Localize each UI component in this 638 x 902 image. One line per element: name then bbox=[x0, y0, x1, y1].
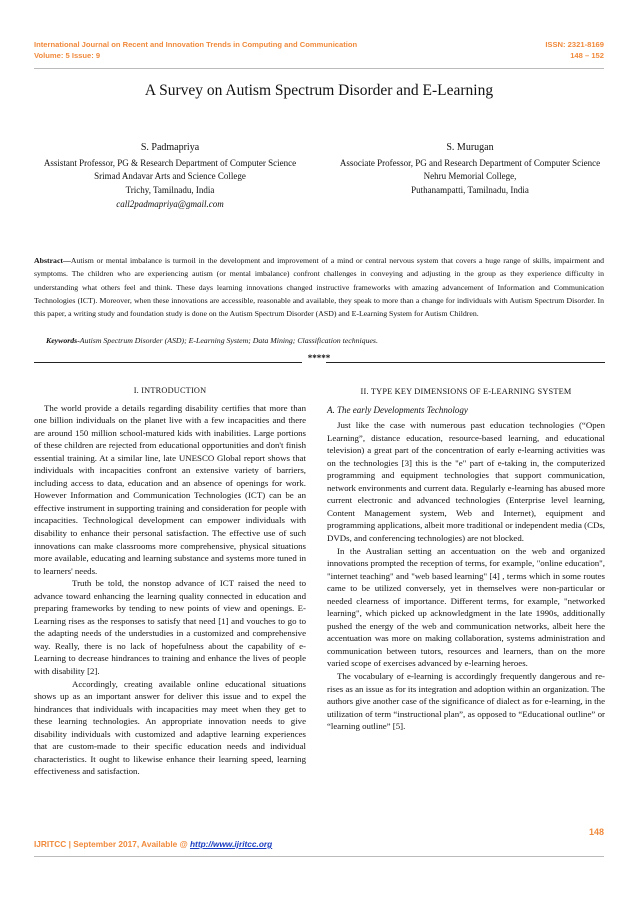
header-rule bbox=[34, 68, 604, 69]
abstract bbox=[34, 254, 604, 320]
author-institution: Nehru Memorial College, bbox=[423, 171, 517, 182]
paper-title: A Survey on Autism Spectrum Disorder and E-Learning bbox=[144, 82, 494, 99]
separator-rule-right bbox=[326, 362, 605, 363]
journal-header-right bbox=[545, 39, 604, 61]
section-heading-introduction: I. INTRODUCTION bbox=[133, 386, 207, 395]
author-affiliation: Associate Professor, PG and Research Department of Computer Science bbox=[339, 157, 601, 168]
author-location: Trichy, Tamilnadu, India bbox=[125, 185, 215, 196]
author-name: S. Murugan bbox=[446, 142, 494, 153]
author-name: S. Padmapriya bbox=[140, 142, 200, 153]
section2-paragraph-2: In the Australian setting an accentuation on the web and organized innovations prompted the reception of terms, for example, "online education", "internet teaching" and "web based learning" [4] , terms which in some routes came to be utilized conversely, yet in themselves were non-particular or needed clearness of importance. Different terms, for example, "networked learning", which picked up acknowledgment in the late 1990s, additionally pushed the energy of the web and communication networks, albeit here the accentuation was more on making collaboration, systems administration and communication between tutors, resources and learners, than on the more varied scope of exercises advanced by e-learning heroes. bbox=[327, 545, 605, 669]
left-column bbox=[34, 385, 306, 778]
author-institution: Srimad Andavar Arts and Science College bbox=[94, 171, 246, 182]
intro-paragraph-3: Accordingly, creating available online educational situations shows up as an important answer for deliver this issue and to expel the hindrances that individuals with incapacities may meet when they get to these learning technologies. An appropriate innovation needs to give disability individuals with customized and adaptive learning experiences that are custom-made to their specific education needs and individual characteristics. It ought to likewise enhance their learning speed, learning effectiveness and satisfaction. bbox=[34, 678, 306, 777]
right-column bbox=[327, 386, 605, 733]
keywords-label: Keywords- bbox=[46, 336, 80, 345]
footer-link[interactable]: http://www.ijritcc.org bbox=[189, 839, 273, 849]
journal-issn: ISSN: 2321-8169 bbox=[545, 40, 604, 49]
journal-name: International Journal on Recent and Innovation Trends in Computing and Communication bbox=[34, 40, 358, 49]
footer-rule bbox=[34, 856, 604, 857]
section2-paragraph-1: Just like the case with numerous past education technologies (“Open Learning”, distance education, resource-based learning, and educational television) a great part of the concentration of early e-learning activities was on the technologies [3] this is the "e" part of e-taking in, the computerized programming and equipment technologies that support communication, network environments and current data. Regularly e-learning has abused more current electronic and advanced technologies (Enterprise level learning, Content Management system, Web and Internet), equipment and programming applications, albeit more traditional or independent media (CDs, DVDs, and conferencing technologies) are not blocked. bbox=[327, 420, 606, 544]
footer-text: IJRITCC | September 2017, Available @ bbox=[34, 839, 190, 849]
author-location: Puthanampatti, Tamilnadu, India bbox=[411, 185, 529, 196]
journal-header-left bbox=[34, 39, 357, 61]
author-block-1 bbox=[34, 141, 306, 212]
journal-pages: 148 – 152 bbox=[570, 51, 604, 60]
author-email: call2padmapriya@gmail.com bbox=[116, 198, 224, 209]
intro-paragraph-2: Truth be told, the nonstop advance of ICT raised the need to advance toward enhancing the learning quality connected in education and preparing frameworks by tending to new points of view and openings. E-Learning rises as the responses to satisfy that need [1] and vouches to go to the adapting needs of the understudies in a customized and comprehensive way. Really, there is no lack of hopefulness about the capability of e-Learning to decrease hindrances to training and enhance the lives of people with disability [2]. bbox=[34, 578, 306, 677]
keywords-text: Autism Spectrum Disorder (ASD); E-Learning System; Data Mining; Classification techniques. bbox=[79, 336, 378, 345]
subsection-heading: A. The early Developments Technology bbox=[327, 404, 468, 415]
separator-stars: ***** bbox=[307, 353, 331, 363]
author-affiliation: Assistant Professor, PG & Research Department of Computer Science bbox=[43, 157, 297, 168]
footer bbox=[34, 839, 272, 849]
author-block-2 bbox=[335, 141, 605, 198]
intro-paragraph-1: The world provide a details regarding disability certifies that more than one billion individuals on the planet live with a few incapacities and there are around 150 million school-matured kids with inabilities. Large portions of these children are rejected from educational opportunities and don't finish essential training. At a similar line, late UNESCO Global report shows that individuals with incapacities confront an extensive variety of barriers, including access to data, education and an absence of openings for work. However Information and Communication Technologies (ICT) can be an effective instrument in supporting training and consideration for people with incapacities. Technological development can empower individuals with disability to enhance their personal satisfaction. The effective use of such innovations can make classrooms more comprehensive, physical situations more available, educating and learning substance and systems more tuned in to learners' needs. bbox=[34, 402, 306, 576]
keywords bbox=[46, 336, 606, 345]
journal-volume: Volume: 5 Issue: 9 bbox=[34, 51, 101, 60]
section-heading-dimensions: II. TYPE KEY DIMENSIONS OF E-LEARNING SYSTEM bbox=[360, 387, 572, 396]
abstract-text: Autism or mental imbalance is turmoil in the development and improvement of a mind or central nervous system that covers a huge range of skills, impairment and symptoms. The children who are experiencing autism (or mental imbalance) confront challenges in conveying and adjusting in the group as they experience difficulty in understanding what others feel and think. These days learning innovations changed instructive frameworks with amazing advancement of Information and Communication Technologies (ICT). Moreover, when these innovations are accessible, reasonable and available, they speak to more than a change for individuals with Autism Spectrum Disorder. In this paper, a writing study and foundation study is done on the Autism Spectrum Disorder (ASD) and E-Learning System for Autism Children. bbox=[34, 256, 604, 319]
abstract-dash: — bbox=[63, 256, 71, 265]
page-number: 148 bbox=[588, 827, 604, 837]
abstract-label: Abstract bbox=[34, 256, 64, 265]
section2-paragraph-3: The vocabulary of e-learning is accordingly frequently dangerous and re-rises as an issue as for its integration and adoption within an organization. The authors give another case of the significance of dialect as for e-learning, in the utilization of term “instructional plan”, as opposed to “Educational outline” or “learning outline” [5]. bbox=[327, 671, 605, 732]
